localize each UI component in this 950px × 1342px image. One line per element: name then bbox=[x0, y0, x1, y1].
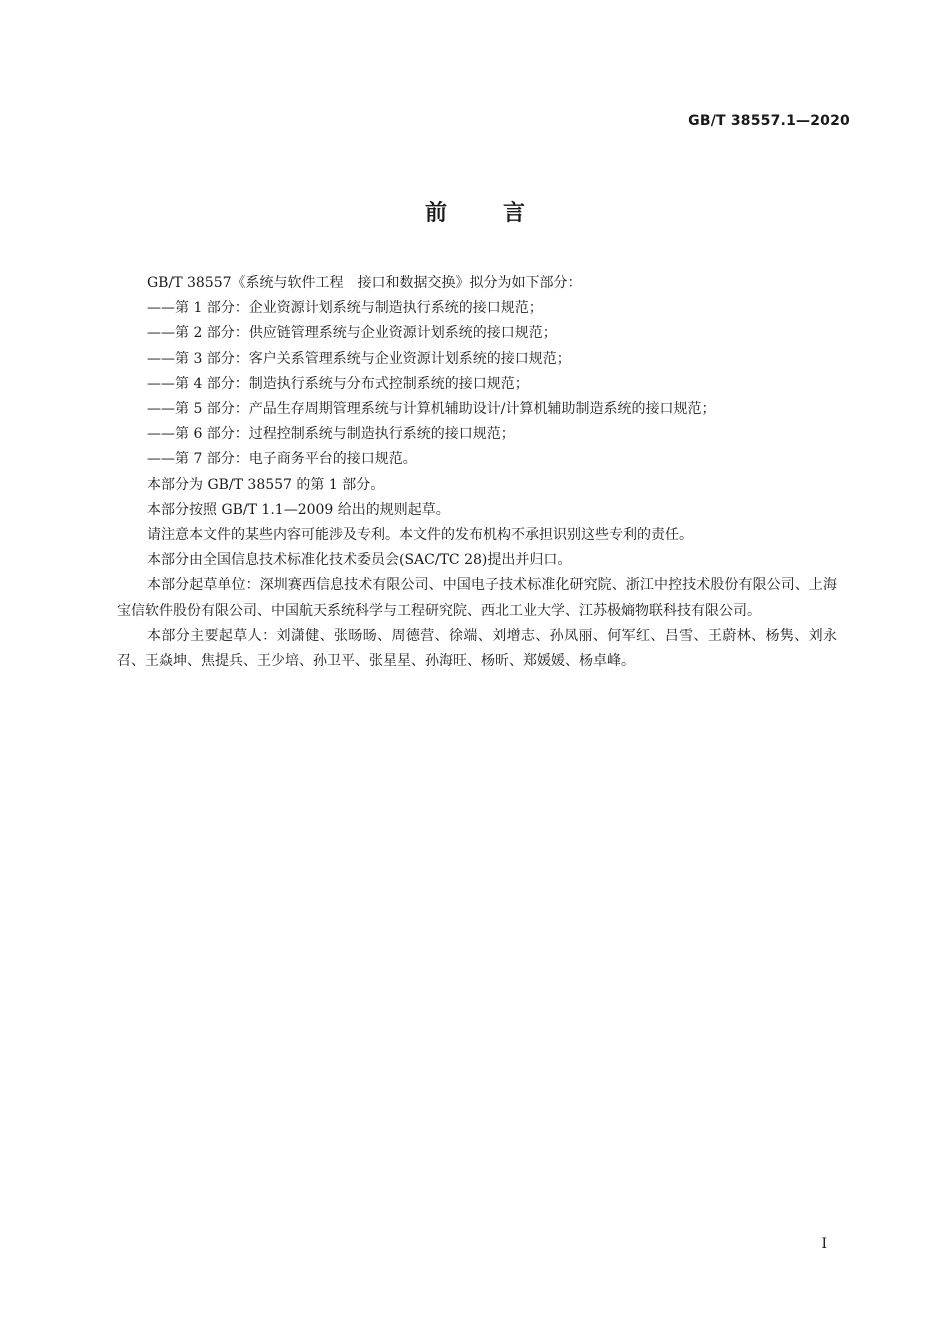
list-item: ——第 6 部分：过程控制系统与制造执行系统的接口规范； bbox=[147, 426, 515, 443]
document-body bbox=[117, 271, 837, 674]
list-item: ——第 3 部分：客户关系管理系统与企业资源计划系统的接口规范； bbox=[147, 350, 571, 367]
paragraph-drafting-rules: 本部分按照 GB/T 1.1—2009 给出的规则起草。 bbox=[147, 501, 450, 518]
standard-code: GB/T 38557.1—2020 bbox=[688, 113, 850, 129]
list-item: ——第 1 部分：企业资源计划系统与制造执行系统的接口规范； bbox=[147, 300, 543, 317]
list-item: ——第 4 部分：制造执行系统与分布式控制系统的接口规范； bbox=[147, 375, 529, 392]
paragraph-part-number: 本部分为 GB/T 38557 的第 1 部分。 bbox=[147, 476, 385, 493]
paragraph-drafters: 本部分主要起草人：刘潇健、张旸旸、周德营、徐端、刘增志、孙凤丽、何军红、吕雪、王蔚林、杨隽、刘永召、王焱坤、焦提兵、王少培、孙卫平、张星星、孙海旺、杨昕、郑媛媛、杨卓峰。 bbox=[117, 627, 837, 670]
list-item: ——第 5 部分：产品生存周期管理系统与计算机辅助设计/计算机辅助制造系统的接口规范； bbox=[147, 401, 716, 418]
page-title: 前言 bbox=[424, 201, 581, 226]
paragraph-committee: 本部分由全国信息技术标准化技术委员会(SAC/TC 28)提出并归口。 bbox=[147, 552, 572, 569]
intro-paragraph: GB/T 38557《系统与软件工程 接口和数据交换》拟分为如下部分： bbox=[147, 275, 582, 291]
parts-list bbox=[117, 296, 837, 472]
list-item: ——第 7 部分：电子商务平台的接口规范。 bbox=[147, 451, 417, 468]
page-number: I bbox=[821, 1236, 827, 1252]
paragraph-drafting-units: 本部分起草单位：深圳赛西信息技术有限公司、中国电子技术标准化研究院、浙江中控技术股份有限公司、上海宝信软件股份有限公司、中国航天系统科学与工程研究院、西北工业大学、江苏极熵物联科技有限公司。 bbox=[117, 577, 837, 619]
list-item: ——第 2 部分：供应链管理系统与企业资源计划系统的接口规范； bbox=[147, 325, 557, 342]
paragraph-patent-notice: 请注意本文件的某些内容可能涉及专利。本文件的发布机构不承担识别这些专利的责任。 bbox=[147, 527, 693, 544]
